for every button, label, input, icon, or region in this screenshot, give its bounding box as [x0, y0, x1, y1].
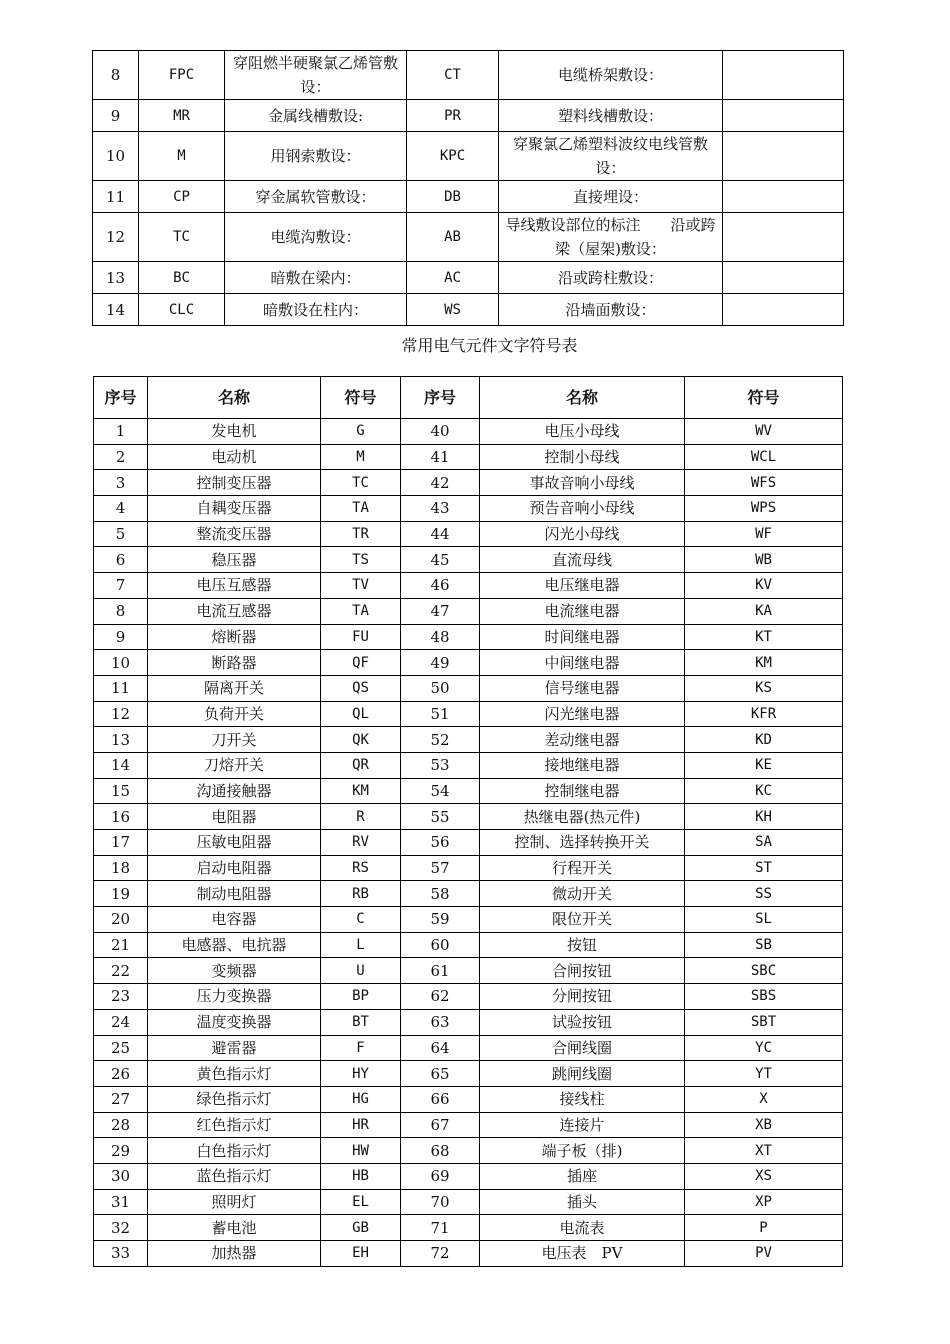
code-1: FPC — [139, 51, 225, 100]
seq-cell: 46 — [401, 573, 480, 599]
table-row — [94, 1138, 843, 1164]
name-cell: 电容器 — [148, 907, 321, 933]
seq-cell: 12 — [94, 701, 148, 727]
symbol-cell: TS — [321, 547, 401, 573]
symbol-cell: SBC — [685, 958, 843, 984]
name-cell: 时间继电器 — [480, 624, 685, 650]
name-cell: 中间继电器 — [480, 650, 685, 676]
code-2: DB — [407, 181, 499, 213]
method-2: 塑料线槽敷设： — [499, 100, 723, 132]
code-2: CT — [407, 51, 499, 100]
code-1: CLC — [139, 294, 225, 326]
name-cell: 预告音响小母线 — [480, 496, 685, 522]
symbol-cell: QL — [321, 701, 401, 727]
seq-cell: 65 — [401, 1061, 480, 1087]
symbol-cell: TR — [321, 521, 401, 547]
name-cell: 行程开关 — [480, 855, 685, 881]
symbol-cell: X — [685, 1086, 843, 1112]
seq-cell: 32 — [94, 1215, 148, 1241]
name-cell: 黄色指示灯 — [148, 1061, 321, 1087]
symbol-cell: G — [321, 419, 401, 445]
table-row — [94, 752, 843, 778]
table-row — [93, 51, 844, 100]
row-number: 12 — [93, 213, 139, 262]
method-1: 金属线槽敷设: — [225, 100, 407, 132]
symbol-cell: KC — [685, 778, 843, 804]
name-cell: 熔断器 — [148, 624, 321, 650]
code-2: AC — [407, 262, 499, 294]
name-cell: 压力变换器 — [148, 984, 321, 1010]
name-cell: 控制、选择转换开关 — [480, 830, 685, 856]
blank-cell — [723, 262, 844, 294]
seq-cell: 54 — [401, 778, 480, 804]
seq-cell: 56 — [401, 830, 480, 856]
seq-cell: 41 — [401, 444, 480, 470]
name-cell: 制动电阻器 — [148, 881, 321, 907]
seq-cell: 66 — [401, 1086, 480, 1112]
seq-cell: 8 — [94, 598, 148, 624]
seq-cell: 40 — [401, 419, 480, 445]
table-row — [94, 881, 843, 907]
table-caption: 常用电气元件文字符号表 — [401, 336, 578, 355]
table-row — [94, 1086, 843, 1112]
code-1: CP — [139, 181, 225, 213]
method-2: 直接埋设： — [499, 181, 723, 213]
symbol-cell: F — [321, 1035, 401, 1061]
seq-cell: 58 — [401, 881, 480, 907]
name-cell: 自耦变压器 — [148, 496, 321, 522]
table-row — [94, 675, 843, 701]
seq-cell: 44 — [401, 521, 480, 547]
name-cell: 刀开关 — [148, 727, 321, 753]
table-row — [94, 958, 843, 984]
symbol-cell: BP — [321, 984, 401, 1010]
wiring-method-table — [92, 50, 844, 326]
table-row — [94, 1061, 843, 1087]
blank-cell — [723, 181, 844, 213]
seq-cell: 53 — [401, 752, 480, 778]
seq-cell: 59 — [401, 907, 480, 933]
name-cell: 电流互感器 — [148, 598, 321, 624]
seq-cell: 2 — [94, 444, 148, 470]
seq-cell: 16 — [94, 804, 148, 830]
code-2: KPC — [407, 132, 499, 181]
method-1: 穿阻燃半硬聚氯乙烯管敷设： — [225, 51, 407, 100]
seq-cell: 29 — [94, 1138, 148, 1164]
name-cell: 绿色指示灯 — [148, 1086, 321, 1112]
symbol-cell: SBT — [685, 1009, 843, 1035]
symbol-cell: BT — [321, 1009, 401, 1035]
row-number: 9 — [93, 100, 139, 132]
seq-cell: 21 — [94, 932, 148, 958]
code-1: BC — [139, 262, 225, 294]
table-row — [94, 855, 843, 881]
seq-cell: 5 — [94, 521, 148, 547]
name-cell: 红色指示灯 — [148, 1112, 321, 1138]
name-cell: 温度变换器 — [148, 1009, 321, 1035]
symbol-cell: QK — [321, 727, 401, 753]
method-2: 电缆桥架敷设： — [499, 51, 723, 100]
symbol-cell: KH — [685, 804, 843, 830]
method-1: 暗敷在梁内： — [225, 262, 407, 294]
table-row — [94, 1241, 843, 1267]
symbol-cell: ST — [685, 855, 843, 881]
seq-cell: 72 — [401, 1241, 480, 1267]
blank-cell — [723, 132, 844, 181]
table-row — [94, 907, 843, 933]
header-symbol-1: 符号 — [321, 377, 401, 419]
table-row — [94, 444, 843, 470]
name-cell: 连接片 — [480, 1112, 685, 1138]
table-row — [94, 701, 843, 727]
seq-cell: 6 — [94, 547, 148, 573]
symbol-cell: KFR — [685, 701, 843, 727]
code-2: PR — [407, 100, 499, 132]
name-cell: 控制继电器 — [480, 778, 685, 804]
symbol-cell: QF — [321, 650, 401, 676]
symbol-cell: SB — [685, 932, 843, 958]
name-cell: 电压继电器 — [480, 573, 685, 599]
symbol-cell: KV — [685, 573, 843, 599]
symbol-cell: SA — [685, 830, 843, 856]
symbol-cell: M — [321, 444, 401, 470]
seq-cell: 24 — [94, 1009, 148, 1035]
symbol-cell: XS — [685, 1163, 843, 1189]
symbol-cell: WFS — [685, 470, 843, 496]
symbol-cell: WB — [685, 547, 843, 573]
symbol-cell: WV — [685, 419, 843, 445]
symbol-cell: YC — [685, 1035, 843, 1061]
name-cell: 避雷器 — [148, 1035, 321, 1061]
name-cell: 信号继电器 — [480, 675, 685, 701]
name-cell: 稳压器 — [148, 547, 321, 573]
seq-cell: 42 — [401, 470, 480, 496]
method-2: 沿墙面敷设： — [499, 294, 723, 326]
blank-cell — [723, 51, 844, 100]
symbol-cell: L — [321, 932, 401, 958]
seq-cell: 45 — [401, 547, 480, 573]
symbol-cell: WCL — [685, 444, 843, 470]
seq-cell: 50 — [401, 675, 480, 701]
table-row — [94, 1009, 843, 1035]
symbol-cell: KT — [685, 624, 843, 650]
name-cell: 变频器 — [148, 958, 321, 984]
symbol-cell: TC — [321, 470, 401, 496]
symbol-cell: KD — [685, 727, 843, 753]
seq-cell: 55 — [401, 804, 480, 830]
electrical-symbol-table-body — [94, 419, 843, 1267]
table-row — [94, 521, 843, 547]
name-cell: 电流表 — [480, 1215, 685, 1241]
name-cell: 闪光继电器 — [480, 701, 685, 727]
seq-cell: 27 — [94, 1086, 148, 1112]
seq-cell: 1 — [94, 419, 148, 445]
name-cell: 电压小母线 — [480, 419, 685, 445]
symbol-cell: RS — [321, 855, 401, 881]
seq-cell: 61 — [401, 958, 480, 984]
code-2: WS — [407, 294, 499, 326]
name-cell: 刀熔开关 — [148, 752, 321, 778]
code-1: M — [139, 132, 225, 181]
symbol-cell: HR — [321, 1112, 401, 1138]
seq-cell: 43 — [401, 496, 480, 522]
header-seq-2: 序号 — [401, 377, 480, 419]
seq-cell: 19 — [94, 881, 148, 907]
name-cell: 沟通接触器 — [148, 778, 321, 804]
symbol-cell: GB — [321, 1215, 401, 1241]
seq-cell: 10 — [94, 650, 148, 676]
symbol-cell: TA — [321, 496, 401, 522]
name-cell: 差动继电器 — [480, 727, 685, 753]
seq-cell: 69 — [401, 1163, 480, 1189]
table-row — [94, 804, 843, 830]
table-row — [94, 573, 843, 599]
table-row — [94, 830, 843, 856]
name-cell: 电感器、电抗器 — [148, 932, 321, 958]
table-row — [94, 1215, 843, 1241]
seq-cell: 30 — [94, 1163, 148, 1189]
seq-cell: 47 — [401, 598, 480, 624]
symbol-cell: TV — [321, 573, 401, 599]
seq-cell: 70 — [401, 1189, 480, 1215]
seq-cell: 49 — [401, 650, 480, 676]
symbol-cell: YT — [685, 1061, 843, 1087]
name-cell: 电流继电器 — [480, 598, 685, 624]
name-cell: 合闸线圈 — [480, 1035, 685, 1061]
seq-cell: 62 — [401, 984, 480, 1010]
table-row — [94, 1163, 843, 1189]
code-1: TC — [139, 213, 225, 262]
symbol-cell: KM — [321, 778, 401, 804]
name-cell: 电压互感器 — [148, 573, 321, 599]
method-2: 导线敷设部位的标注 沿或跨梁（屋架)敷设： — [499, 213, 723, 262]
seq-cell: 13 — [94, 727, 148, 753]
name-cell: 整流变压器 — [148, 521, 321, 547]
symbol-cell: KA — [685, 598, 843, 624]
seq-cell: 48 — [401, 624, 480, 650]
name-cell: 照明灯 — [148, 1189, 321, 1215]
name-cell: 热继电器(热元件) — [480, 804, 685, 830]
table-row — [93, 262, 844, 294]
name-cell: 插头 — [480, 1189, 685, 1215]
table-row — [94, 650, 843, 676]
code-2: AB — [407, 213, 499, 262]
name-cell: 接地继电器 — [480, 752, 685, 778]
seq-cell: 15 — [94, 778, 148, 804]
symbol-cell: EL — [321, 1189, 401, 1215]
header-row — [94, 377, 843, 419]
symbol-cell: PV — [685, 1241, 843, 1267]
name-cell: 合闸按钮 — [480, 958, 685, 984]
seq-cell: 52 — [401, 727, 480, 753]
seq-cell: 18 — [94, 855, 148, 881]
seq-cell: 60 — [401, 932, 480, 958]
seq-cell: 20 — [94, 907, 148, 933]
symbol-cell: TA — [321, 598, 401, 624]
method-2: 沿或跨柱敷设： — [499, 262, 723, 294]
table-row — [94, 624, 843, 650]
name-cell: 蓝色指示灯 — [148, 1163, 321, 1189]
seq-cell: 17 — [94, 830, 148, 856]
header-name-1: 名称 — [148, 377, 321, 419]
symbol-cell: P — [685, 1215, 843, 1241]
row-number: 14 — [93, 294, 139, 326]
symbol-cell: R — [321, 804, 401, 830]
table-row — [94, 470, 843, 496]
name-cell: 断路器 — [148, 650, 321, 676]
method-1: 暗敷设在柱内： — [225, 294, 407, 326]
table-row — [94, 419, 843, 445]
method-1: 电缆沟敷设： — [225, 213, 407, 262]
name-cell: 微动开关 — [480, 881, 685, 907]
symbol-cell: U — [321, 958, 401, 984]
row-number: 11 — [93, 181, 139, 213]
table-row — [94, 727, 843, 753]
table-row — [93, 132, 844, 181]
symbol-cell: KE — [685, 752, 843, 778]
symbol-cell: WPS — [685, 496, 843, 522]
seq-cell: 63 — [401, 1009, 480, 1035]
symbol-cell: EH — [321, 1241, 401, 1267]
symbol-cell: QS — [321, 675, 401, 701]
symbol-cell: SS — [685, 881, 843, 907]
seq-cell: 67 — [401, 1112, 480, 1138]
row-number: 10 — [93, 132, 139, 181]
row-number: 13 — [93, 262, 139, 294]
symbol-cell: KM — [685, 650, 843, 676]
seq-cell: 3 — [94, 470, 148, 496]
name-cell: 启动电阻器 — [148, 855, 321, 881]
method-1: 穿金属软管敷设： — [225, 181, 407, 213]
code-1: MR — [139, 100, 225, 132]
symbol-cell: SL — [685, 907, 843, 933]
symbol-cell: XP — [685, 1189, 843, 1215]
method-2: 穿聚氯乙烯塑料波纹电线管敷设： — [499, 132, 723, 181]
name-cell: 压敏电阻器 — [148, 830, 321, 856]
table-row — [94, 1189, 843, 1215]
seq-cell: 28 — [94, 1112, 148, 1138]
name-cell: 试验按钮 — [480, 1009, 685, 1035]
seq-cell: 22 — [94, 958, 148, 984]
seq-cell: 68 — [401, 1138, 480, 1164]
row-number: 8 — [93, 51, 139, 100]
seq-cell: 64 — [401, 1035, 480, 1061]
name-cell: 闪光小母线 — [480, 521, 685, 547]
seq-cell: 9 — [94, 624, 148, 650]
table-row — [94, 496, 843, 522]
name-cell: 电压表 PV — [480, 1241, 685, 1267]
blank-cell — [723, 100, 844, 132]
name-cell: 控制小母线 — [480, 444, 685, 470]
symbol-cell: FU — [321, 624, 401, 650]
table-row — [94, 1035, 843, 1061]
symbol-cell: RB — [321, 881, 401, 907]
symbol-cell: HW — [321, 1138, 401, 1164]
wiring-method-table-body — [93, 51, 844, 326]
seq-cell: 25 — [94, 1035, 148, 1061]
blank-cell — [723, 294, 844, 326]
name-cell: 插座 — [480, 1163, 685, 1189]
table-row — [93, 294, 844, 326]
name-cell: 端子板（排) — [480, 1138, 685, 1164]
header-name-2: 名称 — [480, 377, 685, 419]
name-cell: 分闸按钮 — [480, 984, 685, 1010]
name-cell: 负荷开关 — [148, 701, 321, 727]
seq-cell: 31 — [94, 1189, 148, 1215]
blank-cell — [723, 213, 844, 262]
method-1: 用钢索敷设： — [225, 132, 407, 181]
seq-cell: 51 — [401, 701, 480, 727]
table-row — [93, 181, 844, 213]
symbol-cell: HG — [321, 1086, 401, 1112]
table-row — [93, 100, 844, 132]
symbol-cell: QR — [321, 752, 401, 778]
symbol-cell: RV — [321, 830, 401, 856]
table-row — [94, 932, 843, 958]
seq-cell: 23 — [94, 984, 148, 1010]
symbol-cell: HY — [321, 1061, 401, 1087]
table-row — [94, 547, 843, 573]
seq-cell: 57 — [401, 855, 480, 881]
symbol-cell: XB — [685, 1112, 843, 1138]
symbol-cell: WF — [685, 521, 843, 547]
seq-cell: 33 — [94, 1241, 148, 1267]
symbol-cell: HB — [321, 1163, 401, 1189]
seq-cell: 71 — [401, 1215, 480, 1241]
name-cell: 跳闸线圈 — [480, 1061, 685, 1087]
name-cell: 发电机 — [148, 419, 321, 445]
table-row — [94, 598, 843, 624]
table-row — [94, 1112, 843, 1138]
symbol-cell: SBS — [685, 984, 843, 1010]
name-cell: 白色指示灯 — [148, 1138, 321, 1164]
name-cell: 蓄电池 — [148, 1215, 321, 1241]
name-cell: 隔离开关 — [148, 675, 321, 701]
symbol-cell: KS — [685, 675, 843, 701]
seq-cell: 11 — [94, 675, 148, 701]
name-cell: 接线柱 — [480, 1086, 685, 1112]
table-row — [93, 213, 844, 262]
symbol-cell: C — [321, 907, 401, 933]
seq-cell: 4 — [94, 496, 148, 522]
header-symbol-2: 符号 — [685, 377, 843, 419]
seq-cell: 26 — [94, 1061, 148, 1087]
name-cell: 加热器 — [148, 1241, 321, 1267]
symbol-cell: XT — [685, 1138, 843, 1164]
name-cell: 事故音响小母线 — [480, 470, 685, 496]
header-seq-1: 序号 — [94, 377, 148, 419]
name-cell: 按钮 — [480, 932, 685, 958]
seq-cell: 7 — [94, 573, 148, 599]
name-cell: 电阻器 — [148, 804, 321, 830]
table-row — [94, 984, 843, 1010]
seq-cell: 14 — [94, 752, 148, 778]
name-cell: 直流母线 — [480, 547, 685, 573]
table-row — [94, 778, 843, 804]
name-cell: 限位开关 — [480, 907, 685, 933]
name-cell: 控制变压器 — [148, 470, 321, 496]
name-cell: 电动机 — [148, 444, 321, 470]
electrical-symbol-table — [93, 376, 843, 1267]
